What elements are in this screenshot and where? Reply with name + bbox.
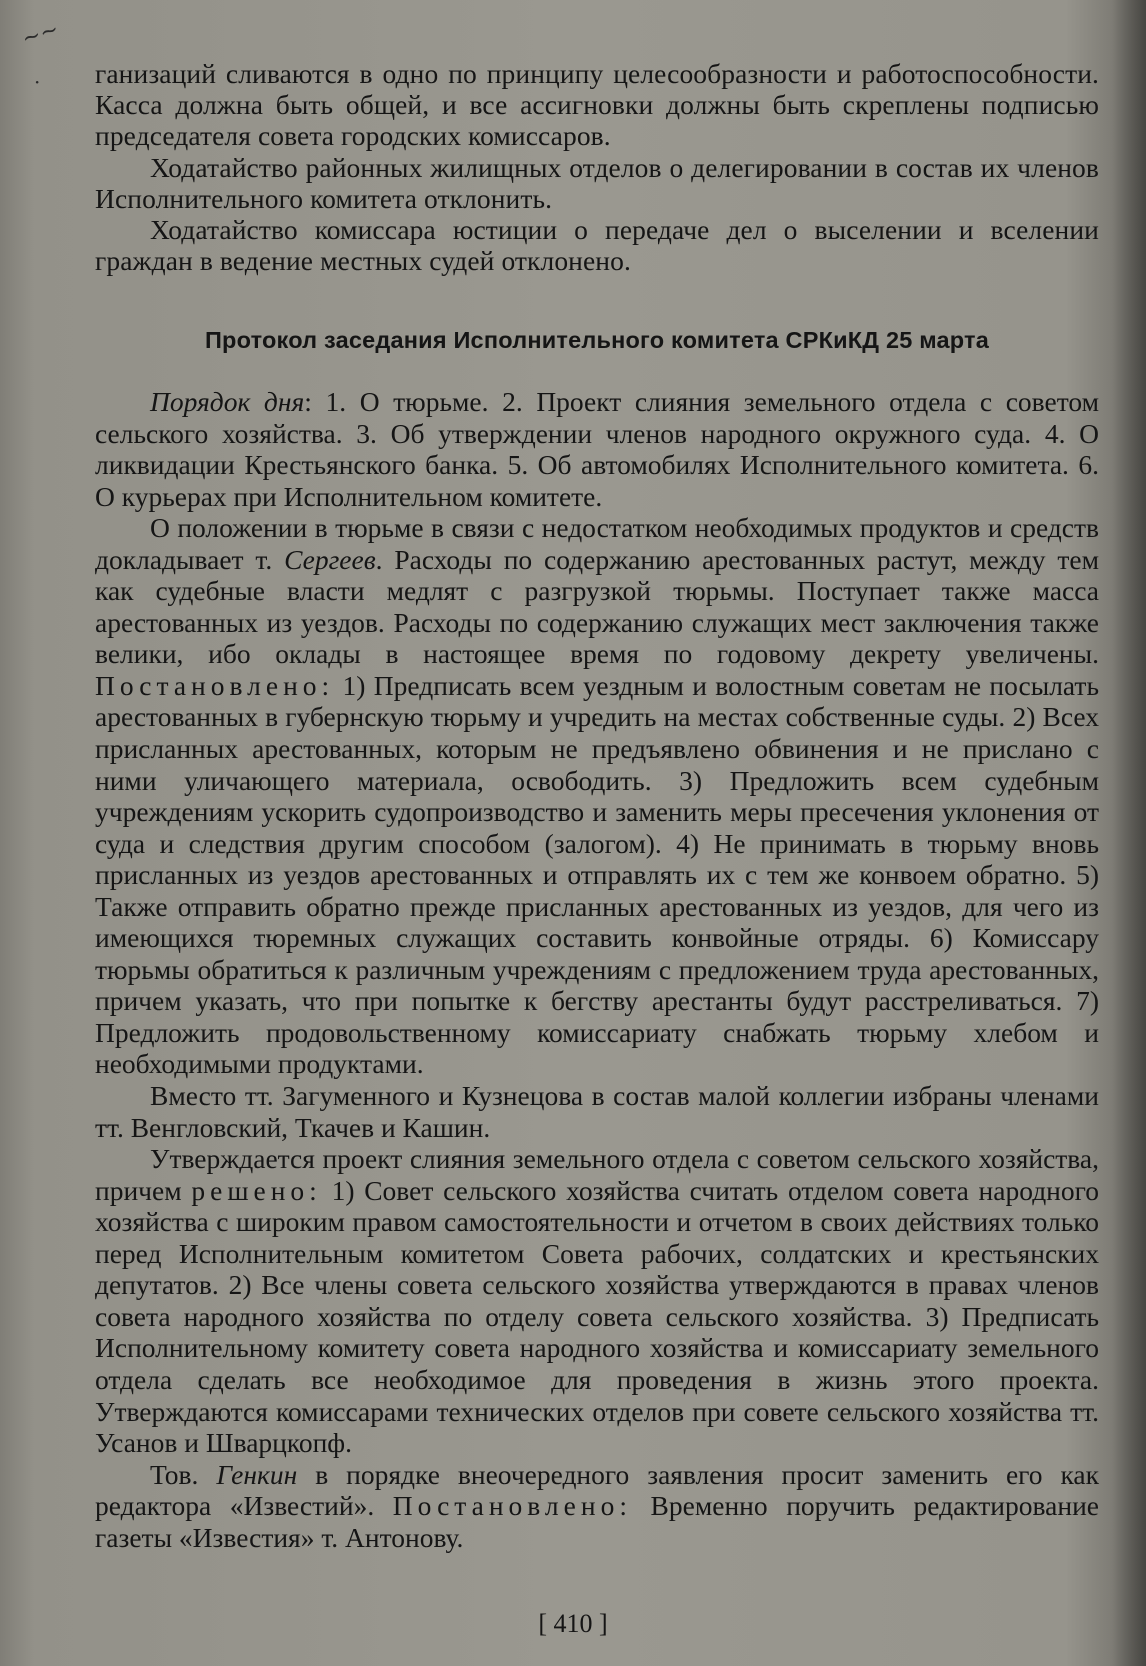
- protocol-body: [95, 386, 1099, 1553]
- merger-decided-label: решено:: [191, 1174, 322, 1206]
- agenda-text: : 1. О тюрьме. 2. Проект слияния земельного отдела с советом сельского хозяйства. 3. Об утверждении членов народного окружного суда. 4. О ликвидации Крестьянского банка. 5. Об автомобилях Исполнительного комитета. 6. О курьерах при Исполнительном комитете.: [95, 386, 1099, 512]
- prison-decision: 1) Предписать всем уездным и волостным советам не посылать арестованных в губернскую тюрьму и учредить на местах собственные суды. 2) Всех присланных арестованных, которым не предъявлено обвинения и не прислано с ними уличающего материала, освободить. 3) Предложить всем судебным учреждениям ускорить судопроизводство и заменить меры пресечения уклонения от суда и следствия другим способом (залогом). 4) Не принимать в тюрьму вновь присланных из уездов арестованных и отправлять их с тем же конвоем обратно. 5) Также отправить обратно прежде присланных арестованных из уездов, для чего из имеющихся тюремных служащих составить конвойные отряды. 6) Комиссару тюрьмы обратиться к различным учреждениям с предложением труда арестованных, причем указать, что при попытке к бегству арестанты будут расстреливаться. 7) Предложить продовольственному комиссариату снабжать тюрьму хлебом и необходимыми продуктами.: [95, 669, 1099, 1080]
- editor-paragraph: [95, 1459, 1099, 1554]
- protocol-heading: Протокол заседания Исполнительного комитета СРКиКД 25 марта: [204, 327, 990, 353]
- editor-request: в порядке внеочередного заявления просит заменить его как редактора «Известий».: [95, 1458, 1099, 1522]
- agenda-label: Порядок дня: [150, 386, 305, 417]
- editor-decided-label: Постановлено:: [392, 1490, 632, 1522]
- paragraph-continuation: ганизаций сливаются в одно по принципу целесообразности и работоспособности. Касса должна быть общей, и все ассигновки должны быть скреплены подписью председателя совета городских комиссаров.: [95, 58, 1099, 152]
- prison-paragraph: [95, 512, 1099, 1080]
- prison-speaker: Сергеев: [284, 543, 376, 575]
- continued-text-block: [95, 58, 1099, 276]
- paragraph-housing-petition: Ходатайство районных жилищных отделов о делегировании в состав их членов Исполнительного комитета отклонить.: [95, 151, 1099, 214]
- margin-scribble: ~~: [19, 16, 62, 53]
- merger-intro: Утверждается проект слияния земельного отдела с советом сельского хозяйства, причем: [95, 1143, 1099, 1206]
- paragraph-justice-petition: Ходатайство комиссара юстиции о передаче дел о выселении и вселении граждан в ведение местных судей отклонено.: [95, 214, 1099, 277]
- college-paragraph: Вместо тт. Загуменного и Кузнецова в состав малой коллегии избраны членами тт. Венгловский, Ткачев и Кашин.: [95, 1080, 1099, 1143]
- page-number: [ 410 ]: [538, 1609, 608, 1638]
- merger-paragraph: [95, 1143, 1099, 1458]
- editor-name: Генкин: [216, 1458, 298, 1490]
- prison-report: . Расходы по содержанию арестованных растут, между тем как судебные власти медлят с разгрузкой тюрьмы. Поступает также масса арестованных из уездов. Расходы по содержанию служащих мест заключения также велики, ибо оклады в настоящее время по годовому декрету увеличены.: [95, 543, 1099, 670]
- editor-intro: Тов.: [150, 1458, 217, 1490]
- prison-decided-label: Постановлено:: [95, 669, 335, 701]
- margin-mark: ·: [34, 70, 41, 94]
- merger-text: 1) Совет сельского хозяйства считать отделом совета народного хозяйства с широким правом самостоятельности и отчетом в своих действиях только перед Исполнительным комитетом Совета рабочих, солдатских и крестьянских депутатов. 2) Все члены совета сельского хозяйства утверждаются в правах членов совета народного хозяйства по отделу совета сельского хозяйства. 3) Предписать Исполнительному комитету совета народного хозяйства и комиссариату земельного отдела сделать все необходимое для проведения в жизнь этого проекта. Утверждаются комиссарами технических отделов при совете сельского хозяйства тт. Усанов и Шварцкопф.: [95, 1174, 1099, 1459]
- page-edge-shadow: [1112, 0, 1146, 1666]
- editor-decision: Временно поручить редактирование газеты «Известия» т. Антонову.: [95, 1490, 1099, 1553]
- agenda-paragraph: [95, 386, 1099, 512]
- prison-intro: О положении в тюрьме в связи с недостатком необходимых продуктов и средств докладывает т.: [95, 512, 1099, 575]
